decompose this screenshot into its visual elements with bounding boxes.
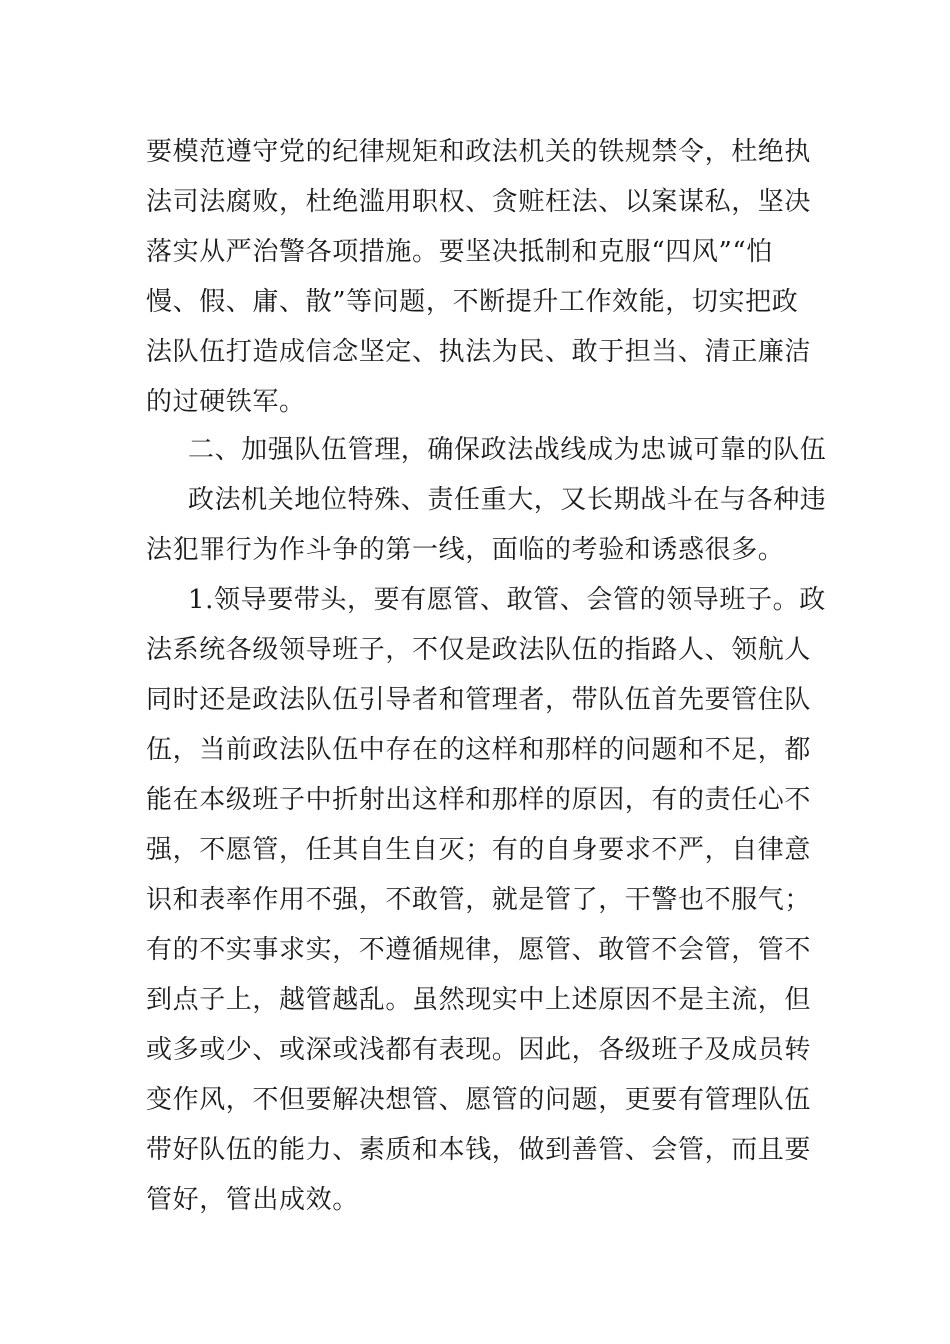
paragraph-start-line: 1.领导要带头，要有愿管、敢管、会管的领导班子。政 — [188, 585, 826, 615]
paragraph-start-line: 政法机关地位特殊、责任重大，又长期战斗在与各种违 — [188, 485, 827, 515]
section-heading: 二、加强队伍管理，确保政法战线成为忠诚可靠的队伍 — [188, 435, 827, 465]
text-line: 的过硬铁军。 — [146, 387, 306, 417]
text-line: 法犯罪行为作斗争的第一线，面临的考验和诱惑很多。 — [146, 535, 785, 565]
text-line: 管好，管出成效。 — [146, 1185, 359, 1215]
text-line: 要模范遵守党的纪律规矩和政法机关的铁规禁令，杜绝执 — [146, 137, 812, 167]
text-line: 能在本级班子中折射出这样和那样的原因，有的责任心不 — [146, 785, 812, 815]
text-line: 强，不愿管，任其自生自灭；有的自身要求不严，自律意 — [146, 835, 812, 865]
text-line: 到点子上，越管越乱。虽然现实中上述原因不是主流，但 — [146, 985, 812, 1015]
text-line: 伍，当前政法队伍中存在的这样和那样的问题和不足，都 — [146, 735, 812, 765]
text-line: 法队伍打造成信念坚定、执法为民、敢于担当、清正廉洁 — [146, 337, 812, 367]
text-line: 变作风，不但要解决想管、愿管的问题，更要有管理队伍 — [146, 1085, 812, 1115]
text-line: 法司法腐败，杜绝滥用职权、贪赃枉法、以案谋私，坚决 — [146, 187, 812, 217]
text-line: 带好队伍的能力、素质和本钱，做到善管、会管，而且要 — [146, 1135, 812, 1165]
text-line: 同时还是政法队伍引导者和管理者，带队伍首先要管住队 — [146, 685, 812, 715]
text-line: 识和表率作用不强，不敢管，就是管了，干警也不服气； — [146, 885, 812, 915]
text-line: 慢、假、庸、散”等问题，不断提升工作效能，切实把政 — [146, 287, 799, 317]
text-line: 法系统各级领导班子，不仅是政法队伍的指路人、领航人 — [146, 635, 812, 665]
text-line: 有的不实事求实，不遵循规律，愿管、敢管不会管，管不 — [146, 935, 812, 965]
text-line: 落实从严治警各项措施。要坚决抵制和克服“四风”“怕 — [146, 237, 773, 267]
text-line: 或多或少、或深或浅都有表现。因此，各级班子及成员转 — [146, 1035, 812, 1065]
